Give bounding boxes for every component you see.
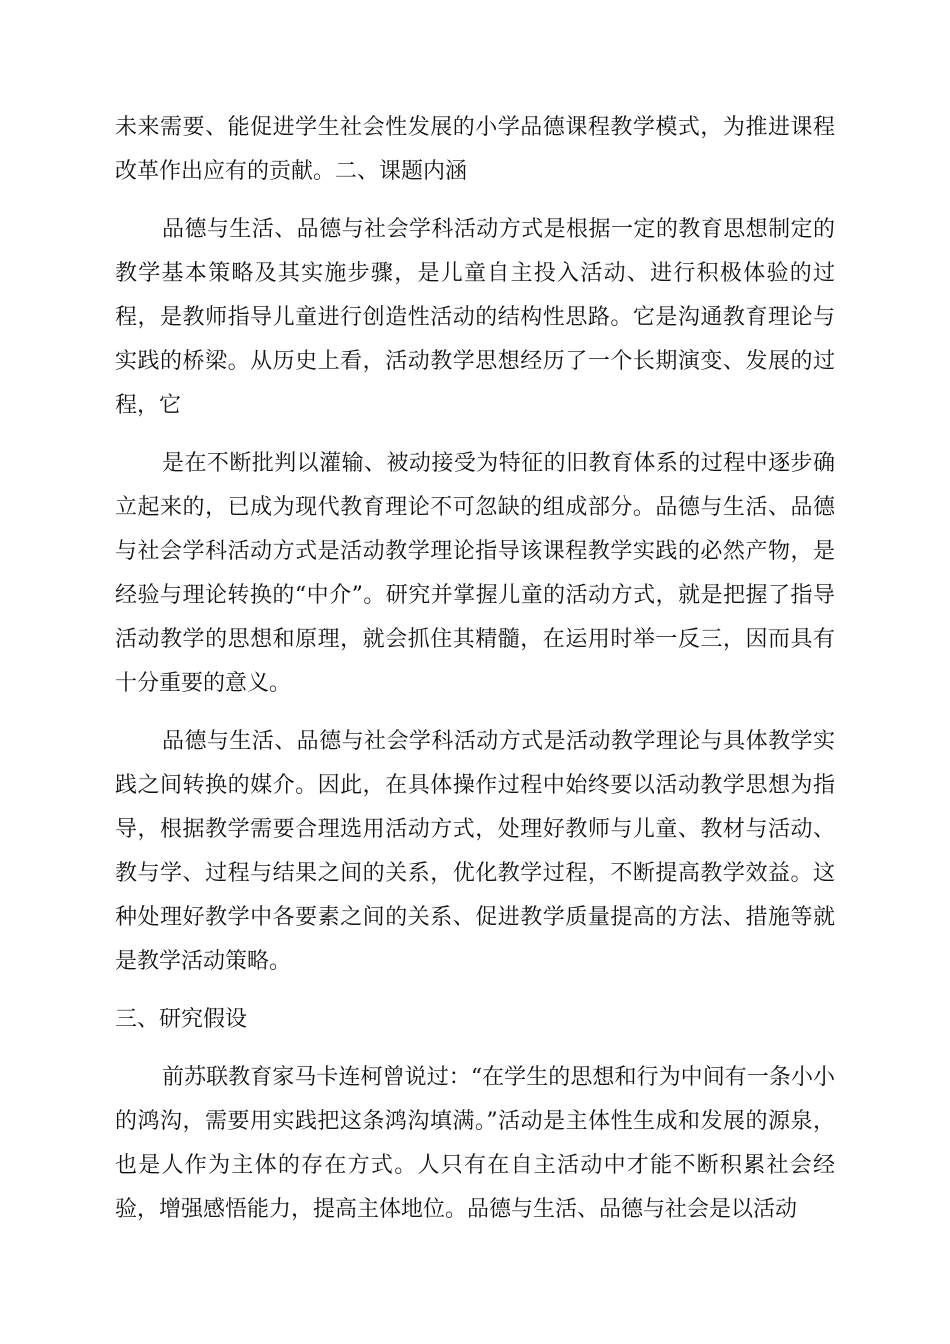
section-heading-hypothesis: 三、研究假设 [115, 1007, 248, 1032]
paragraph-history: 是在不断批判以灌输、被动接受为特征的旧教育体系的过程中逐步确立起来的，已成为现代教育理论不可忽缺的组成部分。品德与生活、品德与社会学科活动方式是活动教学理论指导该课程教学实践的必然产物，是经验与理论转换的“中介”。研究并掌握儿童的活动方式，就是把握了指导活动教学的思想和原理，就会抓住其精髓，在运用时举一反三，因而具有十分重要的意义。 [115, 451, 835, 696]
document-body [115, 106, 835, 1232]
paragraph-connotation: 品德与生活、品德与社会学科活动方式是根据一定的教育思想制定的教学基本策略及其实施步骤，是儿童自主投入活动、进行积极体验的过程，是教师指导儿童进行创造性活动的结构性思路。它是沟通教育理论与实践的桥梁。从历史上看，活动教学思想经历了一个长期演变、发展的过程，它 [115, 217, 835, 418]
paragraph-strategy: 品德与生活、品德与社会学科活动方式是活动教学理论与具体教学实践之间转换的媒介。因此，在具体操作过程中始终要以活动教学思想为指导，根据教学需要合理选用活动方式，处理好教师与儿童、教材与活动、教与学、过程与结果之间的关系，优化教学过程，不断提高教学效益。这种处理好教学中各要素之间的关系、促进教学质量提高的方法、措施等就是教学活动策略。 [115, 729, 835, 974]
paragraph-intro: 未来需要、能促进学生社会性发展的小学品德课程教学模式，为推进课程改革作出应有的贡献。二、课题内涵 [115, 115, 835, 184]
paragraph-hypothesis: 前苏联教育家马卡连柯曾说过：“在学生的思想和行为中间有一条小小的鸿沟，需要用实践把这条鸿沟填满。”活动是主体性生成和发展的源泉，也是人作为主体的存在方式。人只有在自主活动中才能不断积累社会经验，增强感悟能力，提高主体地位。品德与生活、品德与社会是以活动 [115, 1065, 835, 1222]
